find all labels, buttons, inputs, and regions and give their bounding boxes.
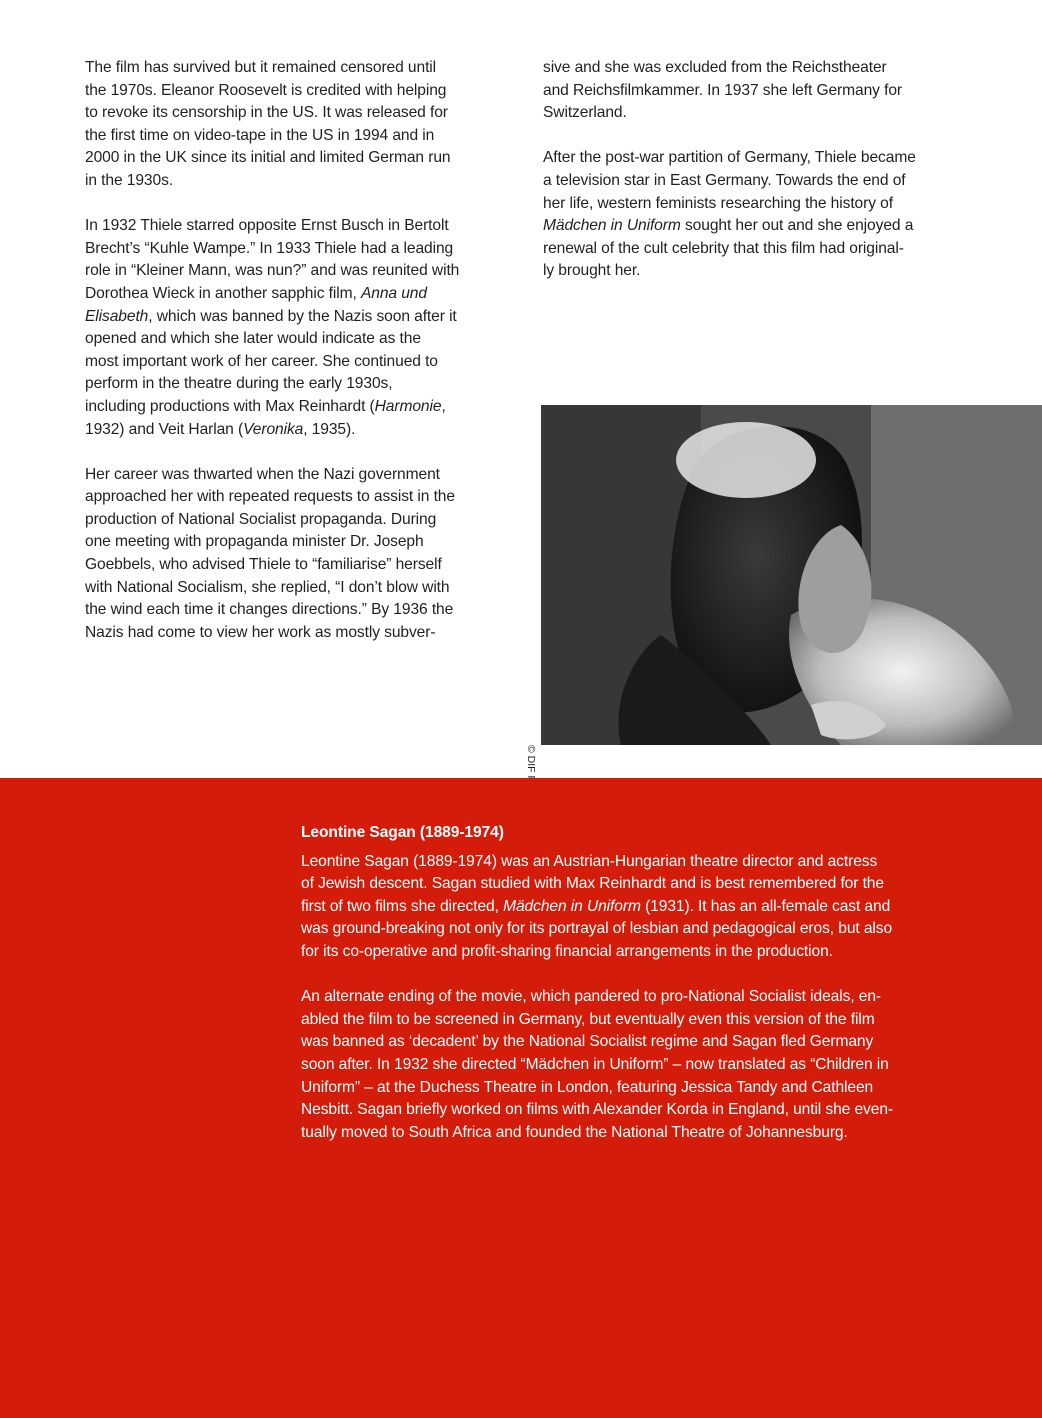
- biography-paragraph-1-text-b: (1931). It has an all-female cast and was ground-breaking not only for its portrayal of lesbian and pedagogical eros, but also for its co-operative and profit-sharing financial arrangements in the production.: [301, 897, 893, 960]
- left-paragraph-2-text-d: , 1935).: [303, 420, 356, 438]
- biography-paragraph-1: [301, 851, 981, 964]
- biography-heading: Leontine Sagan (1889-1974): [301, 824, 504, 841]
- right-paragraph-1: sive and she was excluded from the Reichstheater and Reichsfilmkammer. In 1937 she left Germany for Switzerland.: [543, 59, 903, 122]
- left-paragraph-3: Her career was thwarted when the Nazi government approached her with repeated requests to assist in the production of National Socialist propaganda. During one meeting with propaganda minister Dr. Joseph Goebbels, who advised Thiele to “familiarise” herself with National Socialism, she replied, “I don’t blow with the wind each time it changes directions.” By 1936 the Nazis had come to view her work as mostly subver-: [85, 465, 455, 641]
- right-column: [543, 57, 983, 306]
- biography-paragraph-2: An alternate ending of the movie, which pandered to pro-National Socialist ideals, en- abled the film to be screened in Germany, but eventually even this version of the film was banned as ‘decadent’ by the National Socialist regime and Sagan fled Germany soon after. In 1932 she directed “Mädchen in Uniform” – now translated as “Children in Uniform” – at the Duchess Theatre in London, featuring Jessica Tandy and Cathleen Nesbitt. Sagan briefly worked on films with Alexander Korda in England, until she even- tually moved to South Africa and founded the National Theatre of Johannesburg.: [301, 988, 893, 1141]
- play-title-harmonie: Harmonie: [374, 397, 442, 415]
- play-title-veronika: Veronika: [243, 420, 304, 438]
- film-title-anna-und-elisabeth: Anna und Elisabeth: [85, 284, 427, 325]
- film-still-photo: [541, 405, 1042, 745]
- left-column: [85, 57, 517, 667]
- left-paragraph-2-text-a: In 1932 Thiele starred opposite Ernst Busch in Bertolt Brecht’s “Kuhle Wampe.” In 1933 Thiele had a leading role in “Kleiner Mann, was nun?” and was reunited with Dorothea Wieck in another sapphic film,: [85, 217, 460, 302]
- right-paragraph-2-text-b: sought her out and she enjoyed a renewal of the cult celebrity that this film had original- ly brought her.: [543, 217, 914, 280]
- biography-panel: [0, 778, 1042, 1418]
- biography-text: [301, 822, 981, 1167]
- right-paragraph-2-text-a: After the post-war partition of Germany, Thiele became a television star in East Germany. Towards the end of her life, western feminists researching the history of: [543, 149, 916, 212]
- biography-paragraph-1-text-a: Leontine Sagan (1889-1974) was an Austrian-Hungarian theatre director and actress of Jewish descent. Sagan studied with Max Reinhardt and is best remembered for the first of two films she directed,: [301, 852, 884, 915]
- film-title-maedchen-in-uniform-bio: Mädchen in Uniform: [503, 897, 641, 915]
- left-paragraph-1: The film has survived but it remained censored until the 1970s. Eleanor Roosevelt is credited with helping to revoke its censorship in the US. It was released for the first time on video-tape in the US in 1994 and in 2000 in the UK since its initial and limited German run in the 1930s.: [85, 59, 451, 189]
- left-paragraph-2-text-c: , 1932) and Veit Harlan (: [85, 397, 446, 438]
- right-paragraph-2: [543, 147, 983, 283]
- film-title-maedchen-in-uniform: Mädchen in Uniform: [543, 217, 681, 235]
- left-paragraph-2: [85, 215, 517, 441]
- film-still-illustration: [541, 405, 1042, 745]
- left-paragraph-2-text-b: , which was banned by the Nazis soon after it opened and which she later would indicate as the most important work of her career. She continued to perform in the theatre during the early 1930s, including productions with Max Reinhardt (: [85, 307, 457, 415]
